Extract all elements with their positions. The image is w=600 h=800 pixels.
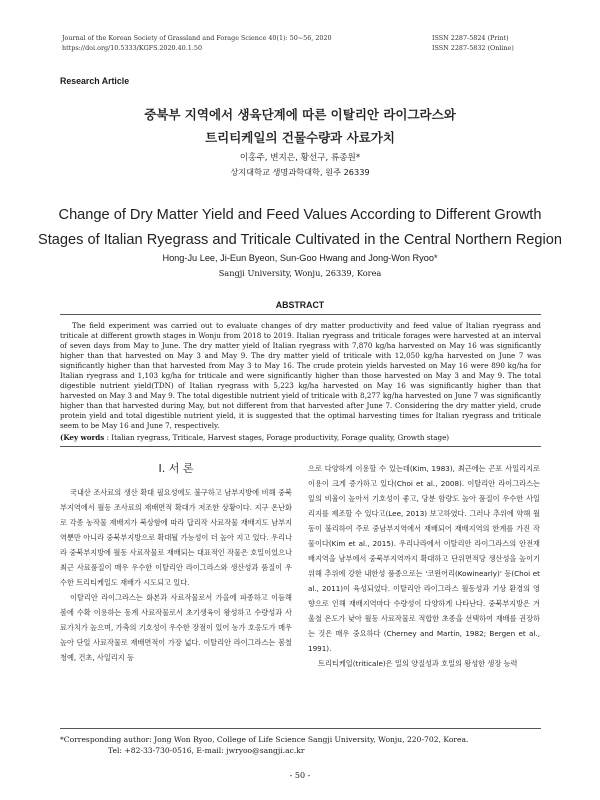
korean-title-line-2: 트리티케일의 건물수량과 사료가치: [205, 130, 395, 145]
corresponding-author-footnote: [60, 734, 468, 756]
footnote-line-2: Tel: +82-33-730-0516, E-mail: jwryoo@sangji.ac.kr: [108, 746, 305, 755]
article-type-label: Research Article: [60, 76, 130, 86]
page-number: - 50 -: [289, 771, 311, 780]
korean-title-line-1: 중북부 지역에서 생육단계에 따른 이탈리안 라이그라스와: [144, 107, 456, 122]
issn-print: ISSN 2287-5824 (Print): [432, 34, 509, 42]
intro-paragraph-1: 국내산 조사료의 생산 확대 필요성에도 불구하고 남부지방에 비해 중북부지역에서 월동 조사료의 재배면적 확대가 저조한 상황이다. 지구 온난화로 각종 농작물 재배지가 북상함에 따라 답리작 사료작물 재배지도 남부지역뿐만 아니라 중북부지방으로 확대될 가능성이 더 높아 지고 있다. 우리나라 중북부지방에 월동 사료작물로 재배되는 대표적인 작물은 호밀이었으나 최근 사료품질이 매우 우수한 이탈리안 라이그라스와 생산성과 품질이 우수한 트리티케일도 재배가 시도되고 있다.: [60, 488, 292, 587]
left-column: [60, 485, 292, 665]
issn-online: ISSN 2287-5832 (Online): [432, 44, 514, 52]
keywords-label: (Key words: [60, 433, 105, 442]
english-affiliation: Sangji University, Wonju, 26339, Korea: [218, 268, 382, 278]
keywords-list: : Italian ryegrass, Triticale, Harvest stages, Forage productivity, Forage quality, Growth stage): [106, 433, 450, 442]
intro-paragraph-2: 이탈리안 라이그라스는 화본과 사료작물로서 가을에 파종하고 이듬해 봄에 수확 이용하는 동계 사료작물로서 초기생육이 왕성하고 수량성과 사료가치가 높으며, 가축의 기호성이 우수한 장점이 있어 농가 호응도가 매우 높아 단일 사료작물로 재배면적이 가장 넓다. 이탈리안 라이그라스는 봄철 청예, 건초, 사일리지 등: [60, 593, 292, 662]
introduction-heading: Ⅰ. 서 론: [158, 462, 194, 475]
issn-block: [432, 33, 514, 53]
abstract-text: The field experiment was carried out to evaluate changes of dry matter productivity and feed value of Italian ryegrass and triticale at different growth stages in Wonju from 2018 to 2019. Italian ryegrass and triticale forages were harvested at an interval of seven days from May to June. The dry matter yield of Italian ryegrass with 7,870 kg/ha harvested on May 16 was significantly higher than that harvested on May 3 and May 9. The dry matter yield of triticale with 12,050 kg/ha harvested on June 7 was significantly higher than that harvested from May 3 to May 16. The crude protein yields harvested on May 16 were 890 kg/ha for Italian ryegrass and 1,103 kg/ha for triticale and were significantly higher than those harvested on May 3 and May 9. The total digestible nutrient yield(TDN) of Italian ryegrass with 5,223 kg/ha harvested on May 16 was significantly higher than that harvested on May 3 and May 9. The total digestible nutrient yield of triticale with 8,277 kg/ha harvested on June 7 was significantly higher than that harvested during May, but not different from that harvested after June 7. Considering the dry matter yield, crude protein yield and total digestible nutrient yield, it is suggested that the optimal harvesting times for Italian ryegrass and triticale seem to be May 16 and June 7, respectively.: [60, 321, 541, 431]
english-authors: Hong-Ju Lee, Ji-Eun Byeon, Sun-Goo Hwang and Jong-Won Ryoo*: [162, 253, 438, 263]
intro-paragraph-3: 으로 다양하게 이용할 수 있는데(Kim, 1983), 최근에는 곤포 사일리지로 이용이 크게 증가하고 있다(Choi et al., 2008). 이탈리안 라이그라스는 잎의 비율이 높아서 기호성이 좋고, 당분 함량도 높아 품질이 우수한 사일리지를 제조할 수 있다고(Lee, 2013) 보고하였다. 그러나 추위에 약해 월동이 불리하여 주로 중남부지역에서 재배되어 재배지역의 한계를 가진 작물이다(Kim et al., 2015). 우리나라에서 이탈리안 라이그라스의 안전재배지역을 남부에서 중북부지역까지 확대하고 단위면적당 생산성을 높이기 위해 추위에 강한 내한성 품종으로는 '코윈어리(Kowinearly)' 등(Choi et al., 2011)이 육성되었다. 이탈리안 라이그라스 월동성과 기상 환경의 영향으로 인해 재배지역마다 수량성이 다양하게 나타난다. 중북부지방은 겨울철 온도가 낮아 월동 사료작물로 적합한 초종을 선택하여 재배를 권장하는 것은 매우 중요하다 (Cherney and Martin, 1982; Bergen et al., 1991).: [308, 464, 540, 653]
korean-authors: 이홍주, 변지은, 황선구, 류종원*: [239, 153, 361, 163]
doi-link[interactable]: https://doi.org/10.5333/KGFS.2020.40.1.50: [62, 44, 203, 52]
english-title-line-1: Change of Dry Matter Yield and Feed Values According to Different Growth: [58, 207, 542, 223]
right-column: [308, 461, 540, 671]
keywords: [60, 433, 541, 443]
journal-header: [62, 33, 332, 53]
footnote-rule: [60, 728, 541, 729]
abstract-top-rule: [60, 314, 541, 315]
journal-citation: Journal of the Korean Society of Grassland and Forage Science 40(1): 50~56, 2020: [62, 34, 332, 42]
korean-title: [0, 103, 600, 149]
footnote-line-1: *Corresponding author: Jong Won Ryoo, College of Life Science Sangji University, Wonju, 220-702, Korea.: [60, 735, 469, 744]
english-title: [30, 203, 570, 253]
abstract-bottom-rule: [60, 446, 541, 447]
abstract-heading: ABSTRACT: [275, 300, 325, 310]
english-title-line-2: Stages of Italian Ryegrass and Triticale Cultivated in the Central Northern Region: [37, 232, 563, 248]
korean-affiliation: 상지대학교 생명과학대학, 원주 26339: [230, 167, 370, 177]
intro-paragraph-4: 트리티케일(triticale)은 밀의 양질성과 호밀의 왕성한 생장 능력: [318, 659, 518, 668]
